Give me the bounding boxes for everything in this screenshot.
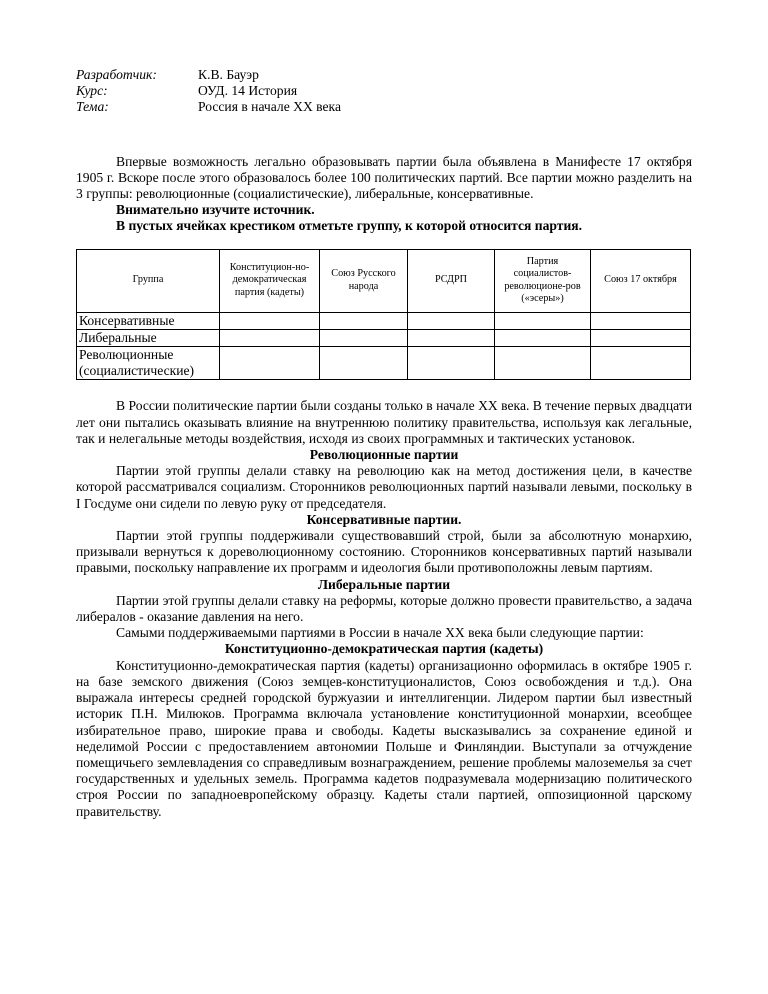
document-page [76, 67, 692, 820]
conservative-paragraph: Партии этой группы поддерживали существовавший строй, были за абсолютную монархию, призывали вернуться к дореволюционному состоянию. Сторонников консервативных партий называли правыми, поскольку направление их программ и идеология были противоположны левым партиям. [76, 528, 692, 576]
answer-cell[interactable] [408, 347, 495, 380]
answer-cell[interactable] [591, 312, 691, 329]
answer-cell[interactable] [495, 312, 591, 329]
task-instruction-1: Внимательно изучите источник. [116, 202, 315, 218]
topic-value: Россия в начале ХХ века [198, 99, 341, 115]
answer-cell[interactable] [220, 329, 320, 346]
popular-parties-paragraph: Самыми поддерживаемыми партиями в России в начале ХХ века были следующие партии: [116, 625, 644, 641]
answer-cell[interactable] [320, 329, 408, 346]
row-label-liberal: Либеральные [77, 329, 220, 346]
document-meta [76, 67, 692, 116]
answer-cell[interactable] [495, 347, 591, 380]
row-label-conservative: Консервативные [77, 312, 220, 329]
table-row [77, 312, 691, 329]
heading-liberal: Либеральные партии [317, 576, 451, 592]
intro-paragraph: Впервые возможность легально образовывать партии была объявлена в Манифесте 17 октября 1905 г. Вскоре после этого образовалось более 100 политических партий. Все партии можно разделить на 3 группы: революционные (социалистические), либеральные, консервативные. [76, 153, 692, 202]
answer-cell[interactable] [320, 312, 408, 329]
answer-cell[interactable] [220, 347, 320, 380]
header-group: Группа [77, 249, 220, 312]
answer-cell[interactable] [591, 329, 691, 346]
header-esers: Партия социалистов-революционе-ров («эсеры») [495, 249, 591, 312]
developer-value: К.В. Бауэр [198, 67, 259, 82]
row-label-revolutionary: Революционные (социалистические) [77, 347, 220, 380]
header-kadets: Конституцион-но-демократическая партия (кадеты) [220, 249, 320, 312]
header-octobrists: Союз 17 октября [591, 249, 691, 312]
revolutionary-paragraph: Партии этой группы делали ставку на революцию как на метод достижения цели, в качестве которой рассматривался социализм. Сторонников революционных партий называли левыми, поскольку в I Госдуме они сидели по левую руку от председателя. [76, 463, 692, 511]
header-rsdrp: РСДРП [408, 249, 495, 312]
course-value: ОУД. 14 История [198, 83, 298, 99]
kadets-paragraph: Конституционно-демократическая партия (кадеты) организационно оформилась в октябре 1905 г. на базе земского движения (Союз земцев-конституционалистов, Союз освобождения и т.д.). Она выражала интересы средней городской буржуазии и интеллигенции. Лидером партии был известный историк П.Н. Милюков. Программа включала установление конституционной монархии, всеобщее избирательное право, широкие права и свободы. Кадеты высказывались за сохранение единой и неделимой России с предоставлением автономии Польше и Финляндии. Выступали за отчуждение помещичьего землевладения со справедливым вознаграждением, решение проблемы малоземелья за счет государственных и удельных земель. Программа кадетов подразумевала модернизацию политического строя России по западноевропейскому образцу. Кадеты стали партией, оппозиционной царскому правительству. [76, 657, 692, 819]
table-row [77, 347, 691, 380]
answer-cell[interactable] [408, 329, 495, 346]
liberal-paragraph: Партии этой группы делали ставку на реформы, которые должно провести правительство, а задача либералов - оказание давления на него. [76, 592, 692, 625]
header-srn: Союз Русского народа [320, 249, 408, 312]
developer-label: Разработчик: [76, 67, 157, 82]
table-header-row [77, 249, 691, 312]
answer-cell[interactable] [495, 329, 591, 346]
party-classification-table [76, 249, 691, 381]
answer-cell[interactable] [220, 312, 320, 329]
heading-conservative: Консервативные партии. [306, 511, 462, 527]
answer-cell[interactable] [320, 347, 408, 380]
table-row [77, 329, 691, 346]
heading-revolutionary: Революционные партии [309, 447, 459, 463]
answer-cell[interactable] [591, 347, 691, 380]
answer-cell[interactable] [408, 312, 495, 329]
parties-overview-paragraph: В России политические партии были созданы только в начале ХХ века. В течение первых двадцати лет они пытались оказывать влияние на внутреннюю политику правительства, используя как легальные, так и нелегальные методы воздействия, исходя из своих программных и тактических установок. [76, 398, 692, 446]
course-label: Курс: [76, 83, 108, 99]
task-instruction-2: В пустых ячейках крестиком отметьте группу, к которой относится партия. [116, 218, 583, 234]
topic-label: Тема: [76, 99, 109, 115]
heading-kadets: Конституционно-демократическая партия (кадеты) [224, 641, 544, 657]
